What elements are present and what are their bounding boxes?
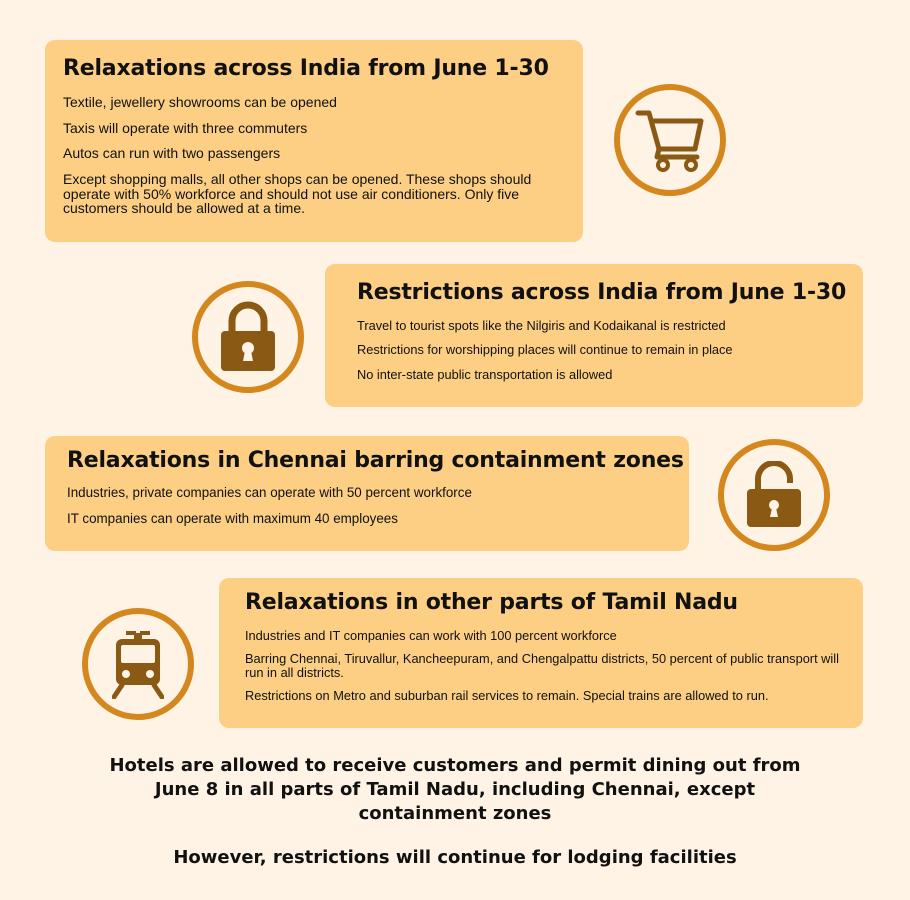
section-title: Relaxations in other parts of Tamil Nadu <box>245 590 738 615</box>
list-item: Industries, private companies can operate with 50 percent workforce <box>67 485 472 500</box>
list-item: No inter-state public transportation is allowed <box>357 366 613 382</box>
footer-lodging-note: However, restrictions will continue for lodging facilities <box>173 847 737 868</box>
list-item: Except shopping malls, all other shops can be opened. These shops should operate with 50% workforce and should not use air conditioners. Only five customers should be allowed at a time. <box>63 171 532 217</box>
section-title: Relaxations across India from June 1-30 <box>63 56 549 81</box>
item-list <box>63 95 565 216</box>
footer-hotels-note: Hotels are allowed to receive customers and permit dining out from June 8 in all parts of Tamil Nadu, including Chennai, except containment zones <box>109 755 801 824</box>
list-item: Restrictions for worshipping places will continue to remain in place <box>357 342 733 358</box>
section-title: Relaxations in Chennai barring containment zones <box>67 448 684 473</box>
shopping-cart-icon <box>614 84 726 196</box>
section-relaxations-tamil-nadu <box>219 578 863 728</box>
list-item: Barring Chennai, Tiruvallur, Kancheepuram, and Chengalpattu districts, 50 percent of public transport will run in all districts. <box>245 651 839 680</box>
list-item: Industries and IT companies can work with 100 percent workforce <box>245 628 617 643</box>
section-relaxations-india <box>45 40 583 242</box>
train-icon <box>82 608 194 720</box>
unlock-icon <box>718 439 830 551</box>
list-item: IT companies can operate with maximum 40 employees <box>67 511 398 527</box>
item-list <box>357 319 843 381</box>
list-item: Textile, jewellery showrooms can be opened <box>63 94 337 110</box>
section-restrictions-india <box>325 264 863 407</box>
list-item: Travel to tourist spots like the Nilgiris and Kodaikanal is restricted <box>357 318 726 333</box>
section-title: Restrictions across India from June 1-30 <box>357 280 847 305</box>
list-item: Restrictions on Metro and suburban rail services to remain. Special trains are allowed to run. <box>245 688 769 704</box>
list-item: Taxis will operate with three commuters <box>63 119 308 136</box>
item-list <box>245 629 845 703</box>
section-relaxations-chennai <box>45 436 689 551</box>
item-list <box>67 486 671 526</box>
list-item: Autos can run with two passengers <box>63 145 281 162</box>
lock-icon <box>192 281 304 393</box>
